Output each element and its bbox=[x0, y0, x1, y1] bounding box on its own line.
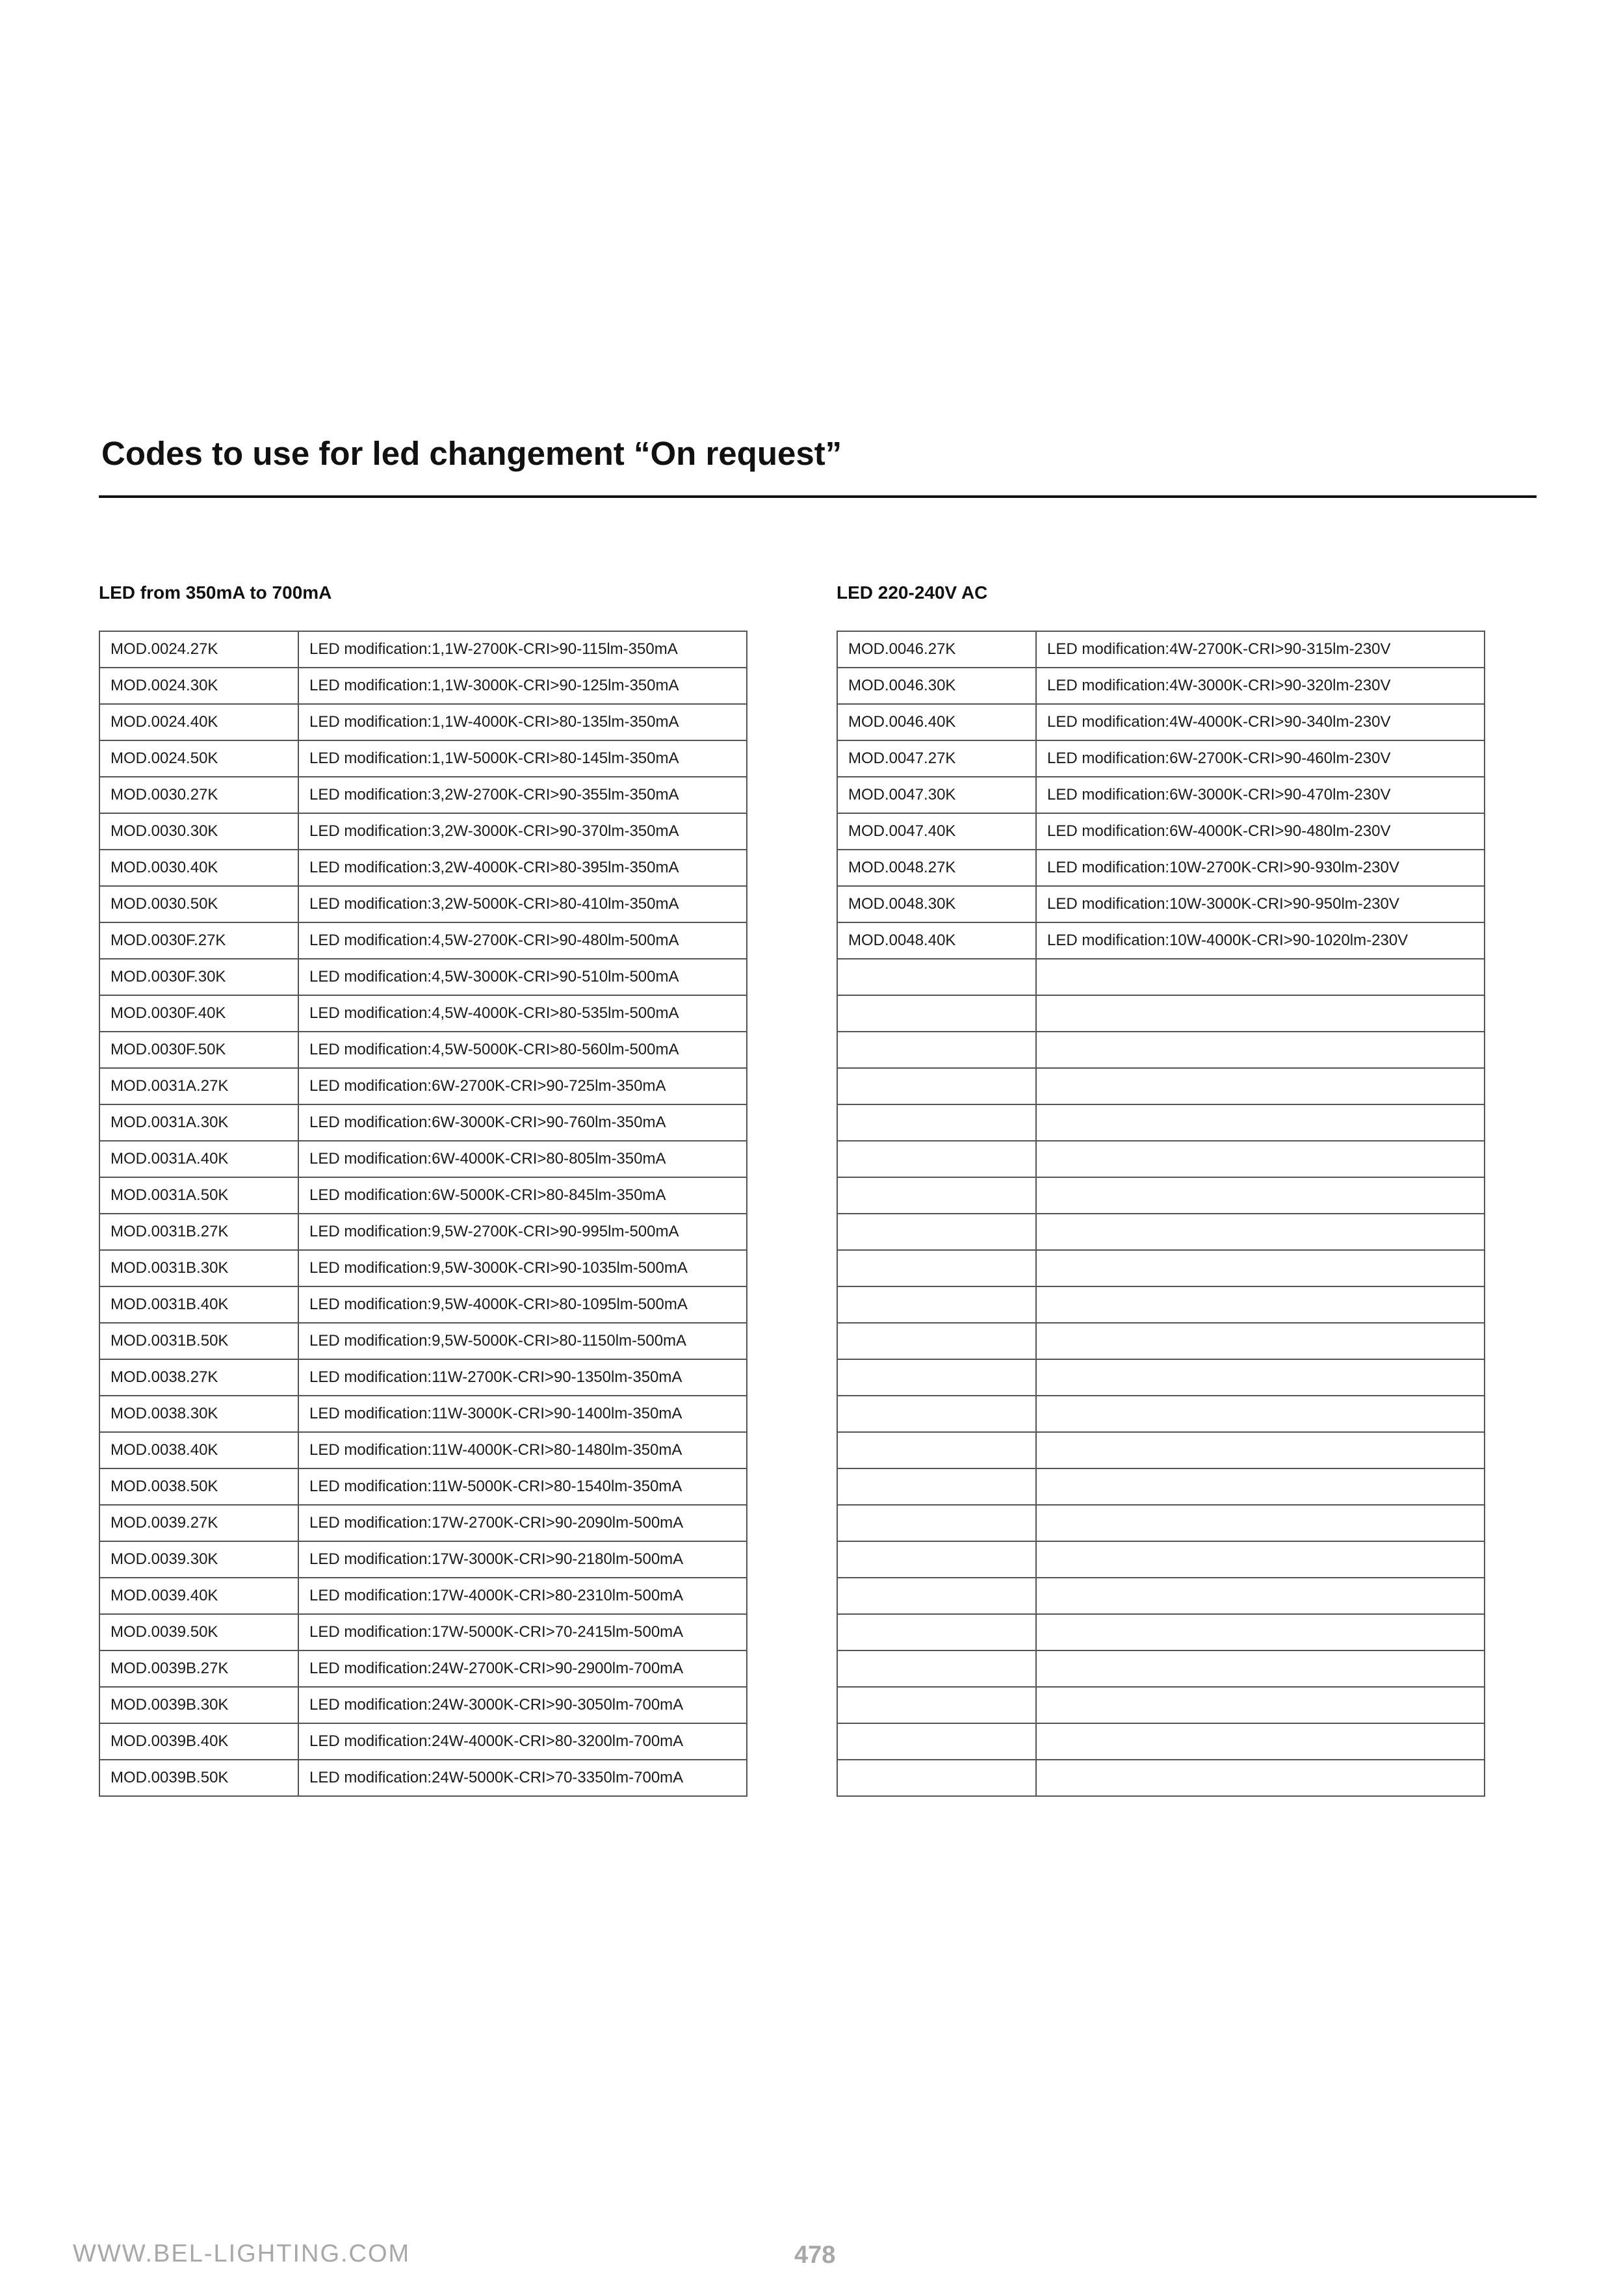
product-code-cell: MOD.0030F.50K bbox=[99, 1032, 298, 1068]
table-row bbox=[837, 959, 1485, 995]
description-cell bbox=[1036, 1505, 1485, 1541]
table-row bbox=[99, 1032, 747, 1068]
table-row bbox=[99, 1468, 747, 1505]
product-code-cell bbox=[837, 1359, 1036, 1396]
product-code-cell: MOD.0048.27K bbox=[837, 850, 1036, 886]
description-cell bbox=[1036, 959, 1485, 995]
description-cell: LED modification:6W-4000K-CRI>90-480lm-230V bbox=[1036, 813, 1485, 850]
table-row bbox=[837, 631, 1485, 668]
product-code-cell: MOD.0048.30K bbox=[837, 886, 1036, 922]
table-row bbox=[837, 1032, 1485, 1068]
description-cell: LED modification:4W-4000K-CRI>90-340lm-230V bbox=[1036, 704, 1485, 740]
product-code-cell: MOD.0039B.50K bbox=[99, 1760, 298, 1796]
description-cell: LED modification:4W-2700K-CRI>90-315lm-230V bbox=[1036, 631, 1485, 668]
description-cell bbox=[1036, 1104, 1485, 1141]
product-code-cell: MOD.0039.27K bbox=[99, 1505, 298, 1541]
description-cell: LED modification:6W-5000K-CRI>80-845lm-350mA bbox=[298, 1177, 747, 1214]
product-code-cell bbox=[837, 1250, 1036, 1286]
led-350-700ma-table bbox=[99, 631, 747, 1797]
product-code-cell: MOD.0038.30K bbox=[99, 1396, 298, 1432]
table-row bbox=[837, 850, 1485, 886]
product-code-cell bbox=[837, 1541, 1036, 1578]
product-code-cell: MOD.0031B.27K bbox=[99, 1214, 298, 1250]
product-code-cell: MOD.0039B.40K bbox=[99, 1723, 298, 1760]
product-code-cell bbox=[837, 1687, 1036, 1723]
description-cell: LED modification:4,5W-4000K-CRI>80-535lm-500mA bbox=[298, 995, 747, 1032]
table-row bbox=[99, 886, 747, 922]
product-code-cell bbox=[837, 1723, 1036, 1760]
description-cell: LED modification:1,1W-3000K-CRI>90-125lm-350mA bbox=[298, 668, 747, 704]
description-cell: LED modification:6W-3000K-CRI>90-760lm-350mA bbox=[298, 1104, 747, 1141]
product-code-cell: MOD.0024.27K bbox=[99, 631, 298, 668]
description-cell: LED modification:3,2W-3000K-CRI>90-370lm-350mA bbox=[298, 813, 747, 850]
description-cell bbox=[1036, 1032, 1485, 1068]
product-code-cell: MOD.0046.27K bbox=[837, 631, 1036, 668]
table-row bbox=[99, 1250, 747, 1286]
description-cell bbox=[1036, 1432, 1485, 1468]
description-cell: LED modification:17W-4000K-CRI>80-2310lm-500mA bbox=[298, 1578, 747, 1614]
page-title: Codes to use for led changement “On request” bbox=[101, 435, 842, 472]
description-cell: LED modification:17W-5000K-CRI>70-2415lm-500mA bbox=[298, 1614, 747, 1650]
table-row bbox=[837, 704, 1485, 740]
table-row bbox=[837, 995, 1485, 1032]
table-row bbox=[837, 668, 1485, 704]
product-code-cell: MOD.0031B.40K bbox=[99, 1286, 298, 1323]
description-cell bbox=[1036, 1250, 1485, 1286]
description-cell bbox=[1036, 1359, 1485, 1396]
table-row bbox=[99, 1723, 747, 1760]
table-row bbox=[837, 1104, 1485, 1141]
table-row bbox=[837, 1687, 1485, 1723]
description-cell: LED modification:9,5W-4000K-CRI>80-1095lm-500mA bbox=[298, 1286, 747, 1323]
description-cell: LED modification:3,2W-2700K-CRI>90-355lm-350mA bbox=[298, 777, 747, 813]
table-row bbox=[99, 1396, 747, 1432]
product-code-cell bbox=[837, 1760, 1036, 1796]
description-cell bbox=[1036, 1323, 1485, 1359]
description-cell bbox=[1036, 1068, 1485, 1104]
description-cell: LED modification:11W-5000K-CRI>80-1540lm-350mA bbox=[298, 1468, 747, 1505]
table-row bbox=[837, 1286, 1485, 1323]
product-code-cell: MOD.0024.50K bbox=[99, 740, 298, 777]
table-row bbox=[837, 813, 1485, 850]
product-code-cell: MOD.0047.27K bbox=[837, 740, 1036, 777]
description-cell bbox=[1036, 1687, 1485, 1723]
description-cell: LED modification:4,5W-3000K-CRI>90-510lm-500mA bbox=[298, 959, 747, 995]
table-row bbox=[837, 1650, 1485, 1687]
product-code-cell bbox=[837, 1032, 1036, 1068]
product-code-cell bbox=[837, 959, 1036, 995]
product-code-cell: MOD.0047.40K bbox=[837, 813, 1036, 850]
product-code-cell: MOD.0030.40K bbox=[99, 850, 298, 886]
right-table-body bbox=[837, 631, 1485, 1796]
description-cell bbox=[1036, 1614, 1485, 1650]
description-cell: LED modification:11W-4000K-CRI>80-1480lm-350mA bbox=[298, 1432, 747, 1468]
description-cell bbox=[1036, 1141, 1485, 1177]
table-row bbox=[99, 1286, 747, 1323]
table-row bbox=[99, 959, 747, 995]
table-row bbox=[99, 1068, 747, 1104]
table-row bbox=[99, 1177, 747, 1214]
table-row bbox=[837, 1068, 1485, 1104]
table-row bbox=[837, 1250, 1485, 1286]
description-cell: LED modification:11W-3000K-CRI>90-1400lm-350mA bbox=[298, 1396, 747, 1432]
table-row bbox=[99, 995, 747, 1032]
product-code-cell: MOD.0030F.40K bbox=[99, 995, 298, 1032]
product-code-cell: MOD.0030.30K bbox=[99, 813, 298, 850]
product-code-cell bbox=[837, 1505, 1036, 1541]
product-code-cell: MOD.0039.30K bbox=[99, 1541, 298, 1578]
description-cell: LED modification:3,2W-5000K-CRI>80-410lm-350mA bbox=[298, 886, 747, 922]
left-table-body bbox=[99, 631, 747, 1796]
description-cell bbox=[1036, 1468, 1485, 1505]
product-code-cell bbox=[837, 1141, 1036, 1177]
table-row bbox=[99, 631, 747, 668]
product-code-cell: MOD.0024.30K bbox=[99, 668, 298, 704]
description-cell: LED modification:6W-2700K-CRI>90-725lm-350mA bbox=[298, 1068, 747, 1104]
table-row bbox=[99, 740, 747, 777]
table-row bbox=[837, 1614, 1485, 1650]
description-cell: LED modification:6W-2700K-CRI>90-460lm-230V bbox=[1036, 740, 1485, 777]
table-row bbox=[99, 1432, 747, 1468]
description-cell: LED modification:4W-3000K-CRI>90-320lm-230V bbox=[1036, 668, 1485, 704]
table-row bbox=[99, 777, 747, 813]
table-row bbox=[837, 1359, 1485, 1396]
description-cell: LED modification:24W-4000K-CRI>80-3200lm-700mA bbox=[298, 1723, 747, 1760]
product-code-cell bbox=[837, 1432, 1036, 1468]
table-row bbox=[99, 1687, 747, 1723]
description-cell: LED modification:4,5W-5000K-CRI>80-560lm-500mA bbox=[298, 1032, 747, 1068]
table-row bbox=[837, 1141, 1485, 1177]
footer-website-url: WWW.BEL-LIGHTING.COM bbox=[73, 2240, 411, 2267]
product-code-cell: MOD.0038.40K bbox=[99, 1432, 298, 1468]
table-row bbox=[99, 1141, 747, 1177]
description-cell bbox=[1036, 1650, 1485, 1687]
description-cell bbox=[1036, 995, 1485, 1032]
table-row bbox=[837, 1396, 1485, 1432]
product-code-cell: MOD.0030.27K bbox=[99, 777, 298, 813]
description-cell: LED modification:11W-2700K-CRI>90-1350lm-350mA bbox=[298, 1359, 747, 1396]
table-row bbox=[837, 1468, 1485, 1505]
description-cell bbox=[1036, 1723, 1485, 1760]
description-cell: LED modification:17W-3000K-CRI>90-2180lm-500mA bbox=[298, 1541, 747, 1578]
description-cell bbox=[1036, 1578, 1485, 1614]
table-row bbox=[99, 1541, 747, 1578]
table-row bbox=[837, 1723, 1485, 1760]
product-code-cell: MOD.0031B.30K bbox=[99, 1250, 298, 1286]
description-cell: LED modification:9,5W-3000K-CRI>90-1035lm-500mA bbox=[298, 1250, 747, 1286]
table-row bbox=[99, 704, 747, 740]
table-row bbox=[837, 886, 1485, 922]
left-table-heading: LED from 350mA to 700mA bbox=[99, 582, 332, 603]
product-code-cell: MOD.0031A.50K bbox=[99, 1177, 298, 1214]
description-cell: LED modification:6W-3000K-CRI>90-470lm-230V bbox=[1036, 777, 1485, 813]
table-row bbox=[837, 1177, 1485, 1214]
table-row bbox=[837, 1214, 1485, 1250]
right-table-heading: LED 220-240V AC bbox=[837, 582, 988, 603]
description-cell: LED modification:6W-4000K-CRI>80-805lm-350mA bbox=[298, 1141, 747, 1177]
product-code-cell bbox=[837, 1614, 1036, 1650]
product-code-cell: MOD.0039B.30K bbox=[99, 1687, 298, 1723]
table-row bbox=[837, 1578, 1485, 1614]
table-row bbox=[837, 1760, 1485, 1796]
product-code-cell: MOD.0031A.27K bbox=[99, 1068, 298, 1104]
table-row bbox=[99, 1323, 747, 1359]
description-cell bbox=[1036, 1286, 1485, 1323]
table-row bbox=[99, 1104, 747, 1141]
product-code-cell: MOD.0030.50K bbox=[99, 886, 298, 922]
product-code-cell: MOD.0048.40K bbox=[837, 922, 1036, 959]
table-row bbox=[99, 922, 747, 959]
table-row bbox=[99, 813, 747, 850]
product-code-cell bbox=[837, 995, 1036, 1032]
table-row bbox=[837, 1541, 1485, 1578]
table-row bbox=[837, 1323, 1485, 1359]
product-code-cell bbox=[837, 1214, 1036, 1250]
product-code-cell: MOD.0039.40K bbox=[99, 1578, 298, 1614]
table-row bbox=[837, 1505, 1485, 1541]
led-220-240v-table bbox=[837, 631, 1485, 1797]
description-cell bbox=[1036, 1760, 1485, 1796]
table-row bbox=[99, 1505, 747, 1541]
description-cell: LED modification:24W-3000K-CRI>90-3050lm-700mA bbox=[298, 1687, 747, 1723]
title-divider bbox=[99, 495, 1537, 498]
table-row bbox=[99, 850, 747, 886]
product-code-cell: MOD.0046.30K bbox=[837, 668, 1036, 704]
description-cell: LED modification:1,1W-5000K-CRI>80-145lm-350mA bbox=[298, 740, 747, 777]
product-code-cell bbox=[837, 1068, 1036, 1104]
description-cell bbox=[1036, 1214, 1485, 1250]
description-cell: LED modification:10W-3000K-CRI>90-950lm-230V bbox=[1036, 886, 1485, 922]
description-cell: LED modification:17W-2700K-CRI>90-2090lm-500mA bbox=[298, 1505, 747, 1541]
description-cell: LED modification:9,5W-5000K-CRI>80-1150lm-500mA bbox=[298, 1323, 747, 1359]
product-code-cell bbox=[837, 1177, 1036, 1214]
product-code-cell: MOD.0024.40K bbox=[99, 704, 298, 740]
description-cell: LED modification:1,1W-4000K-CRI>80-135lm-350mA bbox=[298, 704, 747, 740]
table-row bbox=[99, 1614, 747, 1650]
product-code-cell: MOD.0031A.40K bbox=[99, 1141, 298, 1177]
product-code-cell: MOD.0038.50K bbox=[99, 1468, 298, 1505]
product-code-cell: MOD.0030F.30K bbox=[99, 959, 298, 995]
table-row bbox=[99, 1578, 747, 1614]
table-row bbox=[99, 1214, 747, 1250]
product-code-cell: MOD.0031A.30K bbox=[99, 1104, 298, 1141]
product-code-cell: MOD.0031B.50K bbox=[99, 1323, 298, 1359]
table-row bbox=[837, 922, 1485, 959]
table-row bbox=[837, 1432, 1485, 1468]
table-row bbox=[99, 1760, 747, 1796]
description-cell bbox=[1036, 1541, 1485, 1578]
table-row bbox=[837, 777, 1485, 813]
description-cell: LED modification:9,5W-2700K-CRI>90-995lm-500mA bbox=[298, 1214, 747, 1250]
product-code-cell: MOD.0039.50K bbox=[99, 1614, 298, 1650]
description-cell: LED modification:10W-4000K-CRI>90-1020lm-230V bbox=[1036, 922, 1485, 959]
product-code-cell: MOD.0047.30K bbox=[837, 777, 1036, 813]
description-cell: LED modification:1,1W-2700K-CRI>90-115lm-350mA bbox=[298, 631, 747, 668]
product-code-cell bbox=[837, 1323, 1036, 1359]
description-cell: LED modification:10W-2700K-CRI>90-930lm-230V bbox=[1036, 850, 1485, 886]
product-code-cell bbox=[837, 1286, 1036, 1323]
description-cell: LED modification:24W-5000K-CRI>70-3350lm-700mA bbox=[298, 1760, 747, 1796]
product-code-cell bbox=[837, 1650, 1036, 1687]
product-code-cell bbox=[837, 1468, 1036, 1505]
description-cell: LED modification:4,5W-2700K-CRI>90-480lm-500mA bbox=[298, 922, 747, 959]
product-code-cell bbox=[837, 1104, 1036, 1141]
description-cell bbox=[1036, 1396, 1485, 1432]
product-code-cell bbox=[837, 1578, 1036, 1614]
product-code-cell: MOD.0038.27K bbox=[99, 1359, 298, 1396]
description-cell: LED modification:3,2W-4000K-CRI>80-395lm-350mA bbox=[298, 850, 747, 886]
description-cell: LED modification:24W-2700K-CRI>90-2900lm-700mA bbox=[298, 1650, 747, 1687]
page-number: 478 bbox=[794, 2241, 836, 2269]
product-code-cell bbox=[837, 1396, 1036, 1432]
table-row bbox=[837, 740, 1485, 777]
table-row bbox=[99, 1650, 747, 1687]
product-code-cell: MOD.0046.40K bbox=[837, 704, 1036, 740]
description-cell bbox=[1036, 1177, 1485, 1214]
table-row bbox=[99, 668, 747, 704]
table-row bbox=[99, 1359, 747, 1396]
product-code-cell: MOD.0030F.27K bbox=[99, 922, 298, 959]
product-code-cell: MOD.0039B.27K bbox=[99, 1650, 298, 1687]
